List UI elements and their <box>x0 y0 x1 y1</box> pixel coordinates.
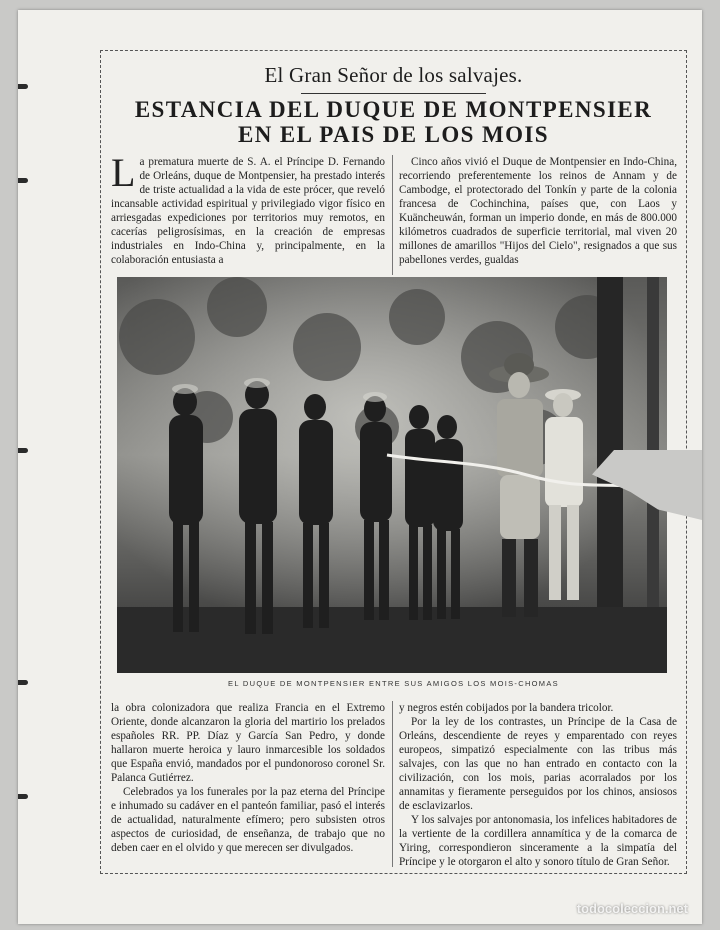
column-bottom-left <box>111 701 385 869</box>
paragraph-text: a prematura muerte de S. A. el Príncipe D. Fernando de Orleáns, duque de Montpensier, ha prestado interés de triste actualidad a la vida de este prócer, que reveló incansable actividad espiritual y privilegiado vigor físico en arriesgadas expediciones por territorios muy remotos, en cacerías peligrosísimas, en la creación de empresas industriales en Indo-China y, principalmente, en la colaboración entusiasta a <box>111 156 385 266</box>
binding-hole <box>18 794 28 799</box>
drop-cap: L <box>111 155 136 195</box>
column-divider <box>392 155 393 275</box>
paragraph: la obra colonizadora que realiza Francia en el Extremo Oriente, donde alcanzaron la gloria del martirio los prelados españoles RR. PP. Díaz y García San Pedro, y donde hallaron muerte heroica y lauro inmarcesible los soldados que España envió, mandados por el pundonoroso coronel Sr. Palanca Gutiérrez. <box>111 702 385 784</box>
column-top-right <box>399 155 677 273</box>
binding-hole <box>18 84 28 89</box>
binding-hole <box>18 680 28 685</box>
column-divider <box>392 701 393 867</box>
paragraph <box>111 155 385 267</box>
binding-hole <box>18 448 28 453</box>
site-watermark: todocoleccion.net <box>576 901 688 916</box>
article-kicker: El Gran Señor de los salvajes. <box>264 63 523 87</box>
headline-line-1: ESTANCIA DEL DUQUE DE MONTPENSIER <box>134 97 653 122</box>
article-frame <box>100 50 687 874</box>
paragraph: Y los salvajes por antonomasia, los infelices habitadores de la vertiente de la cordillera annamítica y de la comarca de Yiring, correspondieron sinceramente a la simpatía del Príncipe y le otorgaron el alto y sonoro título de Gran Señor. <box>399 814 677 868</box>
binding-hole <box>18 178 28 183</box>
photo-caption: EL DUQUE DE MONTPENSIER ENTRE SUS AMIGOS LOS MOIS-CHOMAS <box>228 679 559 688</box>
article-photo <box>117 277 667 673</box>
paragraph: Cinco años vivió el Duque de Montpensier en Indo-China, recorriendo preferentemente los reinos de Annam y de Cambodge, el protectorado del Tonkín y parte de la colonia francesa de Cochinchina, países que, con Laos y Kuäncheuwán, forman un imperio donde, en más de 800.000 kilómetros cuadrados de superficie territorial, mal viven 20 millones de amarillos "Hijos del Cielo", resignados a que sus pabellones verdes, gualdas <box>399 156 677 266</box>
column-top-left <box>111 155 385 273</box>
paragraph: Por la ley de los contrastes, un Príncipe de la Casa de Orleáns, descendiente de reyes y emparentado con reyes europeos, simpatizó especialmente con las tribus más salvajes, con las que no han entrado en contacto con la civilización, con los mois, parias acorralados por los annamitas y fieramente perseguidos por los chinos, ansiosos de esclavizarlos. <box>399 716 677 812</box>
paragraph: Celebrados ya los funerales por la paz eterna del Príncipe e inhumado su cadáver en el panteón familiar, pasó el interés de actualidad, naturalmente efímero; pero subsisten otros aspectos de curiosidad, de enseñanza, de trabajo que no deben caer en el olvido y que merecen ser divulgados. <box>111 786 385 854</box>
group-photo-illustration <box>117 277 667 673</box>
headline-line-2: EN EL PAIS DE LOS MOIS <box>238 122 549 147</box>
magazine-page <box>18 10 702 924</box>
paragraph: y negros estén cobijados por la bandera tricolor. <box>399 702 614 714</box>
title-rule <box>301 93 486 94</box>
article-headline <box>101 97 686 147</box>
column-bottom-right <box>399 701 677 869</box>
